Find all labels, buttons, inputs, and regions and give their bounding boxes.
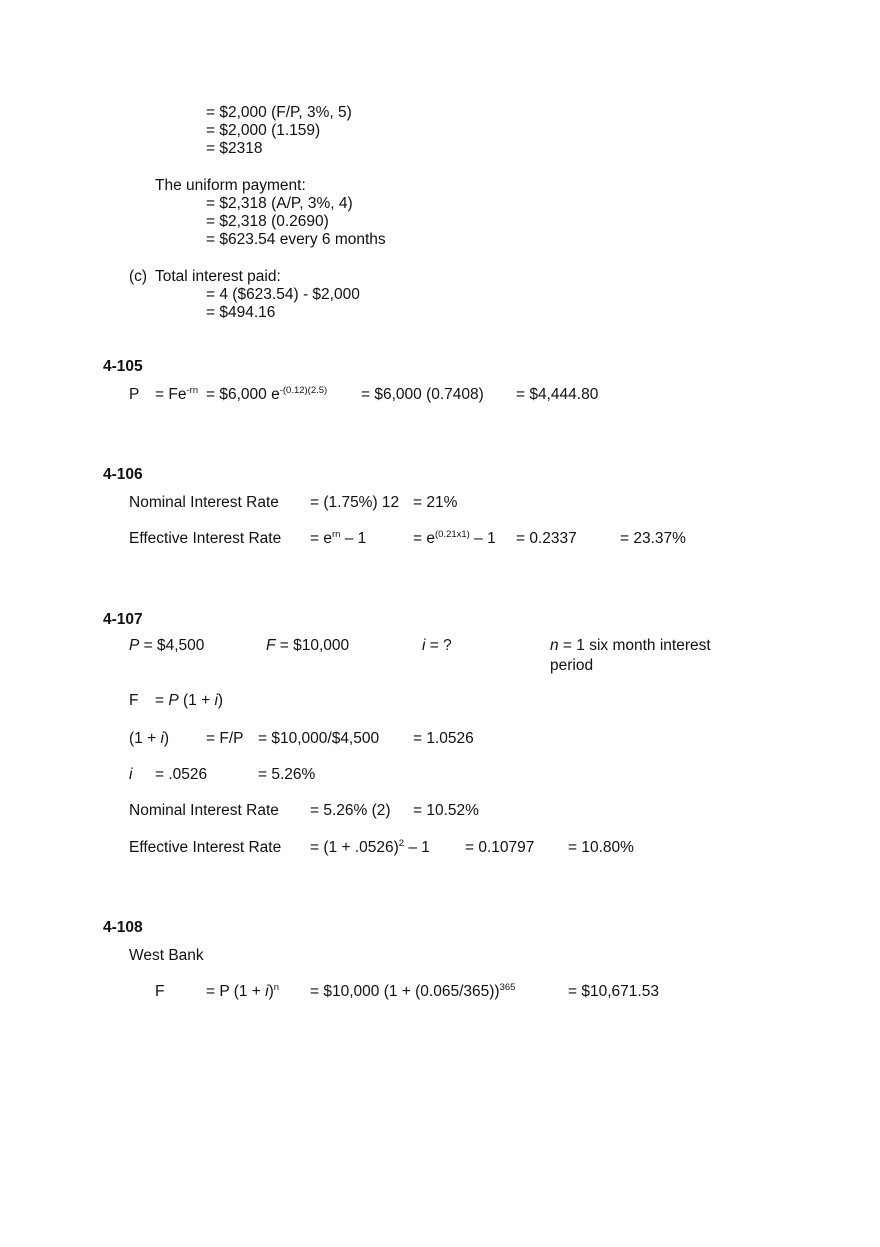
formula-term: = 0.10797 — [465, 839, 535, 856]
formula-result: = 5.26% — [258, 766, 316, 783]
formula-term: = 5.26% (2) — [310, 802, 391, 819]
calc-line: = 4 ($623.54) - $2,000 — [206, 286, 360, 303]
given-f: F = $10,000 — [266, 637, 350, 654]
formula-term: = $10,000/$4,500 — [258, 730, 380, 747]
problem-heading-4-107: 4-107 — [103, 611, 143, 628]
formula-result: = 1.0526 — [413, 730, 474, 747]
formula-term: = P (1 + i) — [155, 692, 224, 709]
variable-p: P — [129, 386, 140, 403]
formula-term: = $e^{(0.21x1)} - 1$ — [413, 529, 496, 547]
calc-line: = $2,318 (A/P, 3%, 4) — [206, 195, 353, 212]
variable-f: F — [155, 983, 165, 1000]
calc-line: = $623.54 every 6 months — [206, 231, 386, 248]
formula-result: = 23.37% — [620, 530, 686, 547]
calc-line: = $2,318 (0.2690) — [206, 213, 329, 230]
formula-term: = (1.75%) 12 — [310, 494, 400, 511]
calc-line: = $2,000 (1.159) — [206, 122, 321, 139]
given-n-continuation: period — [550, 657, 594, 674]
given-p: P = $4,500 — [129, 637, 205, 654]
problem-heading-4-105: 4-105 — [103, 358, 143, 375]
formula-term: = P $(1 + i)^n$ — [206, 982, 280, 1000]
formula-term: = $6,000 (0.7408) — [361, 386, 484, 403]
calc-line: = $2,000 (F/P, 3%, 5) — [206, 104, 352, 121]
effective-rate-label: Effective Interest Rate — [129, 839, 282, 856]
problem-heading-4-108: 4-108 — [103, 919, 143, 936]
formula-result: = 10.52% — [413, 802, 479, 819]
formula-term: = $Fe^{-rn}$ — [155, 385, 199, 403]
given-i: i = ? — [422, 637, 452, 654]
part-c-marker: (c) — [129, 268, 148, 285]
uniform-payment-label: The uniform payment: — [155, 177, 306, 194]
variable-i: i — [129, 766, 133, 783]
calc-line: = $494.16 — [206, 304, 276, 321]
nominal-rate-label: Nominal Interest Rate — [129, 494, 279, 511]
formula-result: = $10,671.53 — [568, 983, 659, 1000]
bank-name: West Bank — [129, 947, 204, 964]
total-interest-label: Total interest paid: — [155, 268, 281, 285]
formula-term: = F/P — [206, 730, 244, 747]
calc-line: = $2318 — [206, 140, 263, 157]
formula-term: = $(1 + .0526)^2 - 1$ — [310, 838, 430, 856]
formula-term: = $e^{rn} - 1$ — [310, 529, 367, 547]
formula-term: = 0.2337 — [516, 530, 577, 547]
given-n: n = 1 six month interest — [550, 637, 711, 654]
effective-rate-label: Effective Interest Rate — [129, 530, 282, 547]
formula-term: = $10,000 $(1 + (0.065/365))^{365}$ — [310, 982, 516, 1000]
variable-f: F — [129, 692, 139, 709]
nominal-rate-label: Nominal Interest Rate — [129, 802, 279, 819]
formula-result: = 10.80% — [568, 839, 634, 856]
formula-term: (1 + i) — [129, 730, 170, 747]
formula-term: = $6,000 $e^{-(0.12)(2.5)}$ — [206, 385, 328, 403]
formula-result: = 21% — [413, 494, 458, 511]
formula-term: = .0526 — [155, 766, 208, 783]
formula-result: = $4,444.80 — [516, 386, 599, 403]
problem-heading-4-106: 4-106 — [103, 466, 143, 483]
